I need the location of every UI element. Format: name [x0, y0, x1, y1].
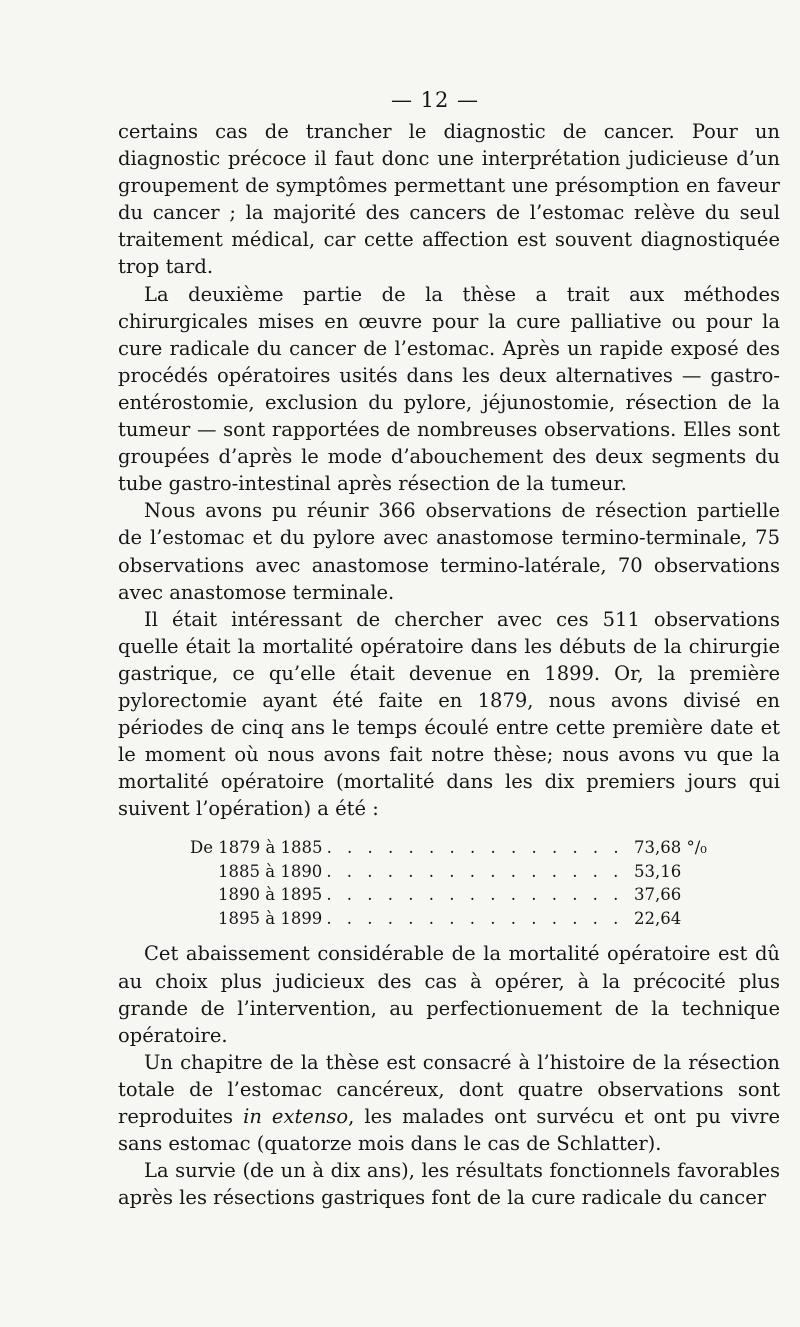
table-period: 1895 à 1899 — [218, 908, 323, 928]
paragraph-continuation: certains cas de trancher le diagnostic de cancer. Pour un diagnostic précoce il faut donc une interprétation judicieuse d’un groupement de symptômes permettant une présomption en faveur du cancer ; la majorité des cancers de l’estomac relève du seul traitement médical, car cette affection est souvent diagnostiquée trop tard. — [118, 120, 780, 279]
italic-term: in extenso — [243, 1105, 349, 1128]
page-number: — 12 — — [390, 88, 480, 112]
table-row — [190, 883, 700, 907]
paragraph-mortality-decrease: Cet abaissement considérable de la mortalité opératoire est dû au choix plus judicieux des cas à opérer, à la précocité plus grande de l’intervention, au perfectionuement de la technique opératoire. — [118, 942, 780, 1047]
text-run: , les malades ont survécu et ont pu vivre sans estomac (quatorze mois dans le cas de Schlatter). — [118, 1105, 781, 1156]
leader-dots — [322, 907, 634, 931]
paragraph-total-resection — [118, 1049, 780, 1157]
table-period: 1885 à 1890 — [218, 861, 323, 881]
leader-dots — [322, 883, 634, 907]
table-value: 53,16 — [634, 861, 682, 881]
leader-dots — [322, 860, 634, 884]
table-period: 1890 à 1895 — [218, 885, 323, 905]
leader-dots — [323, 836, 634, 860]
paragraph-surgical-methods: La deuxième partie de la thèse a trait aux méthodes chirurgicales mises en œuvre pour la cure palliative ou pour la cure radicale du cancer de l’estomac. Après un rapide exposé des procédés opératoires usités dans les deux alternatives — gastro-entérostomie, exclusion du pylore, jéjunostomie, résection de la tumeur — sont rapportées de nombreuses observations. Elles sont groupées d’après le mode d’abouchement des deux segments du tube gastro-intestinal après résection de la tumeur. — [118, 282, 780, 496]
table-row — [190, 836, 707, 860]
table-value: 37,66 — [634, 885, 682, 905]
mortality-table — [190, 836, 707, 930]
table-period: De 1879 à 1885 — [190, 838, 323, 858]
table-row — [190, 907, 700, 931]
table-value: 22,64 — [634, 908, 682, 928]
paragraph-mortality-intro: Il était intéressant de chercher avec ces 511 observations quelle était la mortalité opératoire dans les débuts de la chirurgie gastrique, ce qu’elle était devenue en 1899. Or, la première pylorectomie ayant été faite en 1879, nous avons divisé en périodes de cinq ans le temps écoulé entre cette première date et le moment où nous avons fait notre thèse; nous avons vu que la mortalité opératoire (mortalité dans les dix premiers jours qui suivent l’opération) a été : — [118, 607, 780, 821]
paragraph-observations-count: Nous avons pu réunir 366 observations de résection partielle de l’estomac et du pylore avec anastomose termino-terminale, 75 observations avec anastomose termino-latérale, 70 observations avec anastomose terminale. — [118, 499, 780, 604]
body-text — [118, 118, 780, 1211]
text-run: Un chapitre de la thèse est consacré à l’histoire de la résection totale de l’estomac cancéreux, dont quatre observations sont reproduites — [118, 1050, 780, 1128]
table-value: 73,68 °/₀ — [634, 838, 707, 858]
table-row — [190, 860, 700, 884]
paragraph-survival: La survie (de un à dix ans), les résultats fonctionnels favorables après les résections gastriques font de la cure radicale du cancer — [118, 1159, 780, 1210]
